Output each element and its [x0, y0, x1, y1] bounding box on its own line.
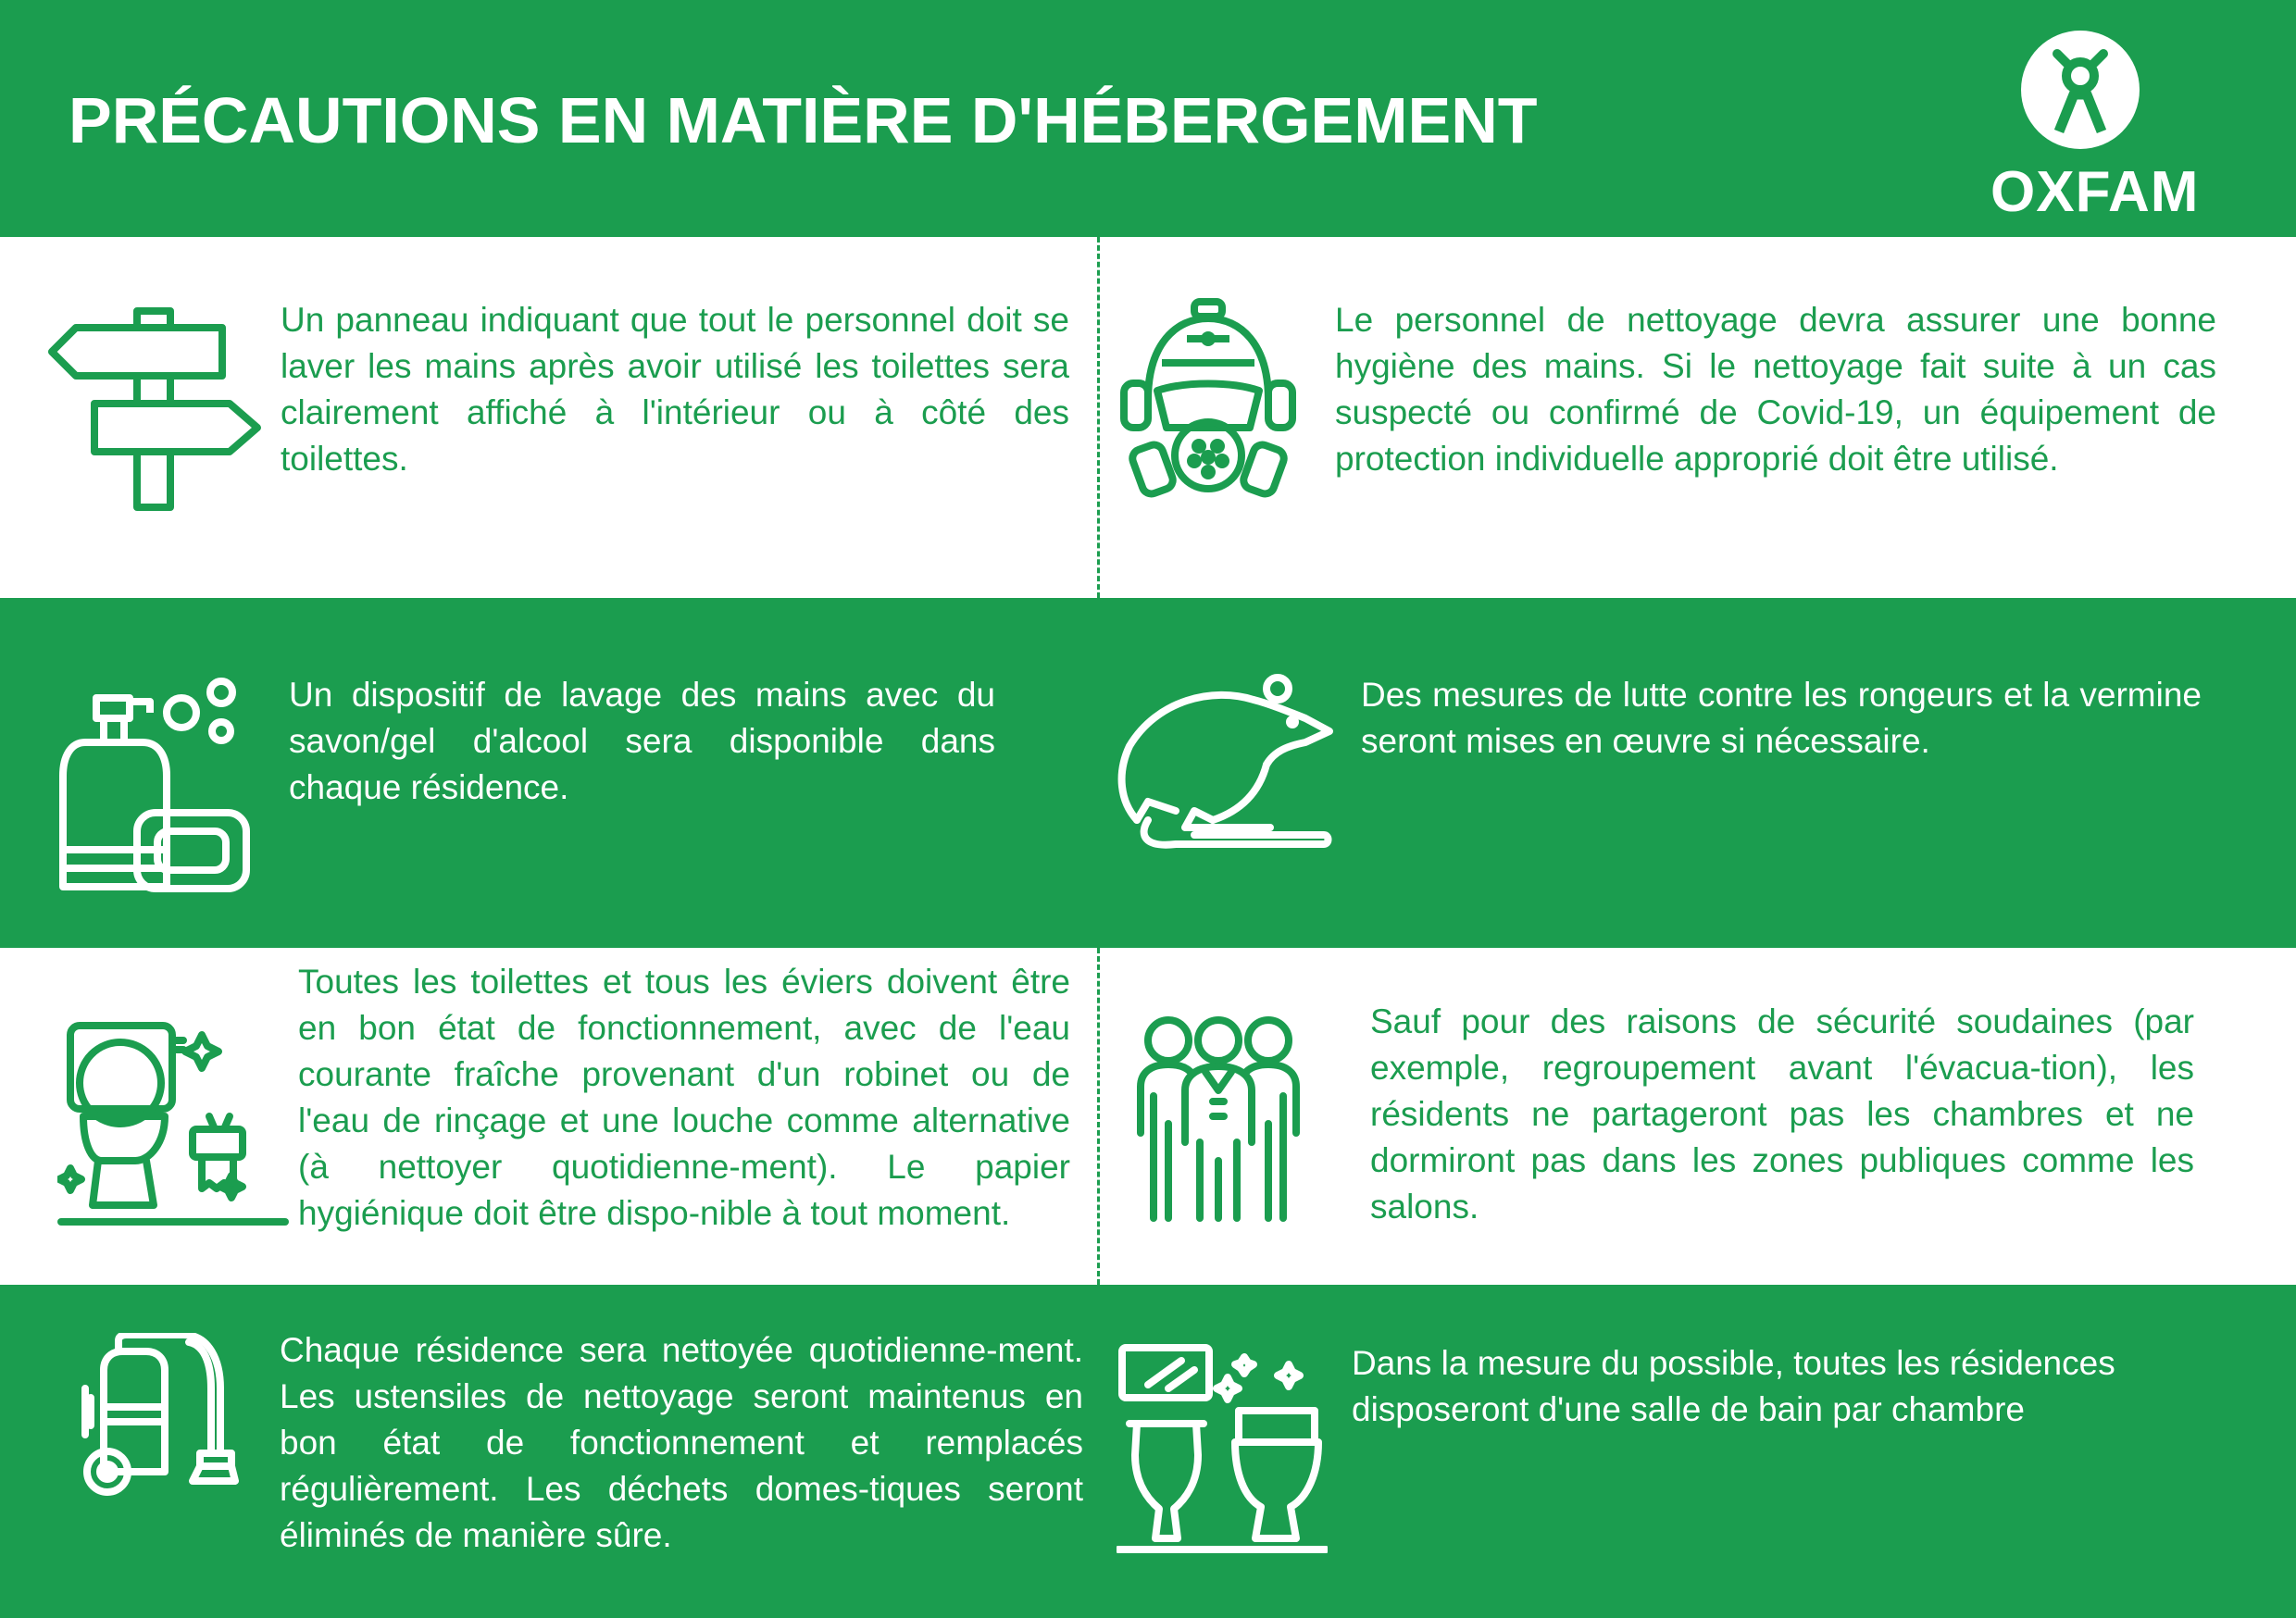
oxfam-logo	[1990, 30, 2200, 224]
toilet-icon	[57, 1013, 289, 1235]
soap-dispenser-icon	[57, 674, 252, 896]
row-1-right-text: Le personnel de nettoyage devra assurer une bonne hygiène des mains. Si le nettoyage fait suite à un cas suspecté ou confirmé de Covid-19, un équipement de protection individuelle approprié doit être utilisé.	[1335, 301, 2216, 478]
row-2	[0, 598, 2296, 948]
row-3	[0, 948, 2296, 1285]
row-3-left-text: Toutes les toilettes et tous les éviers doivent être en bon état de fonctionnement, avec de l'eau courante fraîche provenant d'un robinet ou de l'eau de rinçage et une louche comme alternative (à nettoyer quotidienne-ment). Le papier hygiénique doit être dispo-nible à tout moment.	[298, 963, 1070, 1232]
gas-mask-icon	[1120, 298, 1296, 502]
header-banner	[0, 0, 2296, 237]
row-4-right-text: Dans la mesure du possible, toutes les résidences disposeront d'une salle de bain par chambre	[1352, 1344, 2115, 1428]
row-3-right-text: Sauf pour des raisons de sécurité soudaines (par exemple, regroupement avant l'évacua-tion), les résidents ne partageront pas les chambres et ne dormiront pas dans les zones publiques comme les salons.	[1370, 1002, 2194, 1226]
rat-icon	[1111, 672, 1333, 857]
column-divider	[1097, 948, 1100, 1285]
row-4-left-text: Chaque résidence sera nettoyée quotidienne-ment. Les ustensiles de nettoyage seront maintenus en bon état de fonctionnement et remplacés régulièrement. Les déchets domes-tiques seront éliminés de manière sûre.	[280, 1331, 1083, 1554]
row-4	[0, 1285, 2296, 1618]
row-2-right-text: Des mesures de lutte contre les rongeurs et la vermine seront mises en œuvre si nécessaire.	[1361, 676, 2202, 760]
vacuum-cleaner-icon	[81, 1333, 239, 1500]
row-2-left-text: Un dispositif de lavage des mains avec du savon/gel d'alcool sera disponible dans chaque résidence.	[289, 676, 995, 806]
signpost-icon	[48, 302, 266, 515]
people-group-icon	[1135, 1013, 1302, 1226]
oxfam-logo-text: OXFAM	[1990, 160, 2200, 224]
row-1	[0, 237, 2296, 598]
column-divider	[1097, 237, 1100, 598]
row-1-left-text: Un panneau indiquant que tout le personnel doit se laver les mains après avoir utilisé les toilettes sera clairement affiché à l'intérieur ou à côté des toilettes.	[281, 301, 1069, 478]
page-title: PRÉCAUTIONS EN MATIÈRE D'HÉBERGEMENT	[69, 84, 1538, 156]
oxfam-emblem-icon	[2020, 30, 2140, 150]
bathroom-icon	[1117, 1344, 1328, 1553]
